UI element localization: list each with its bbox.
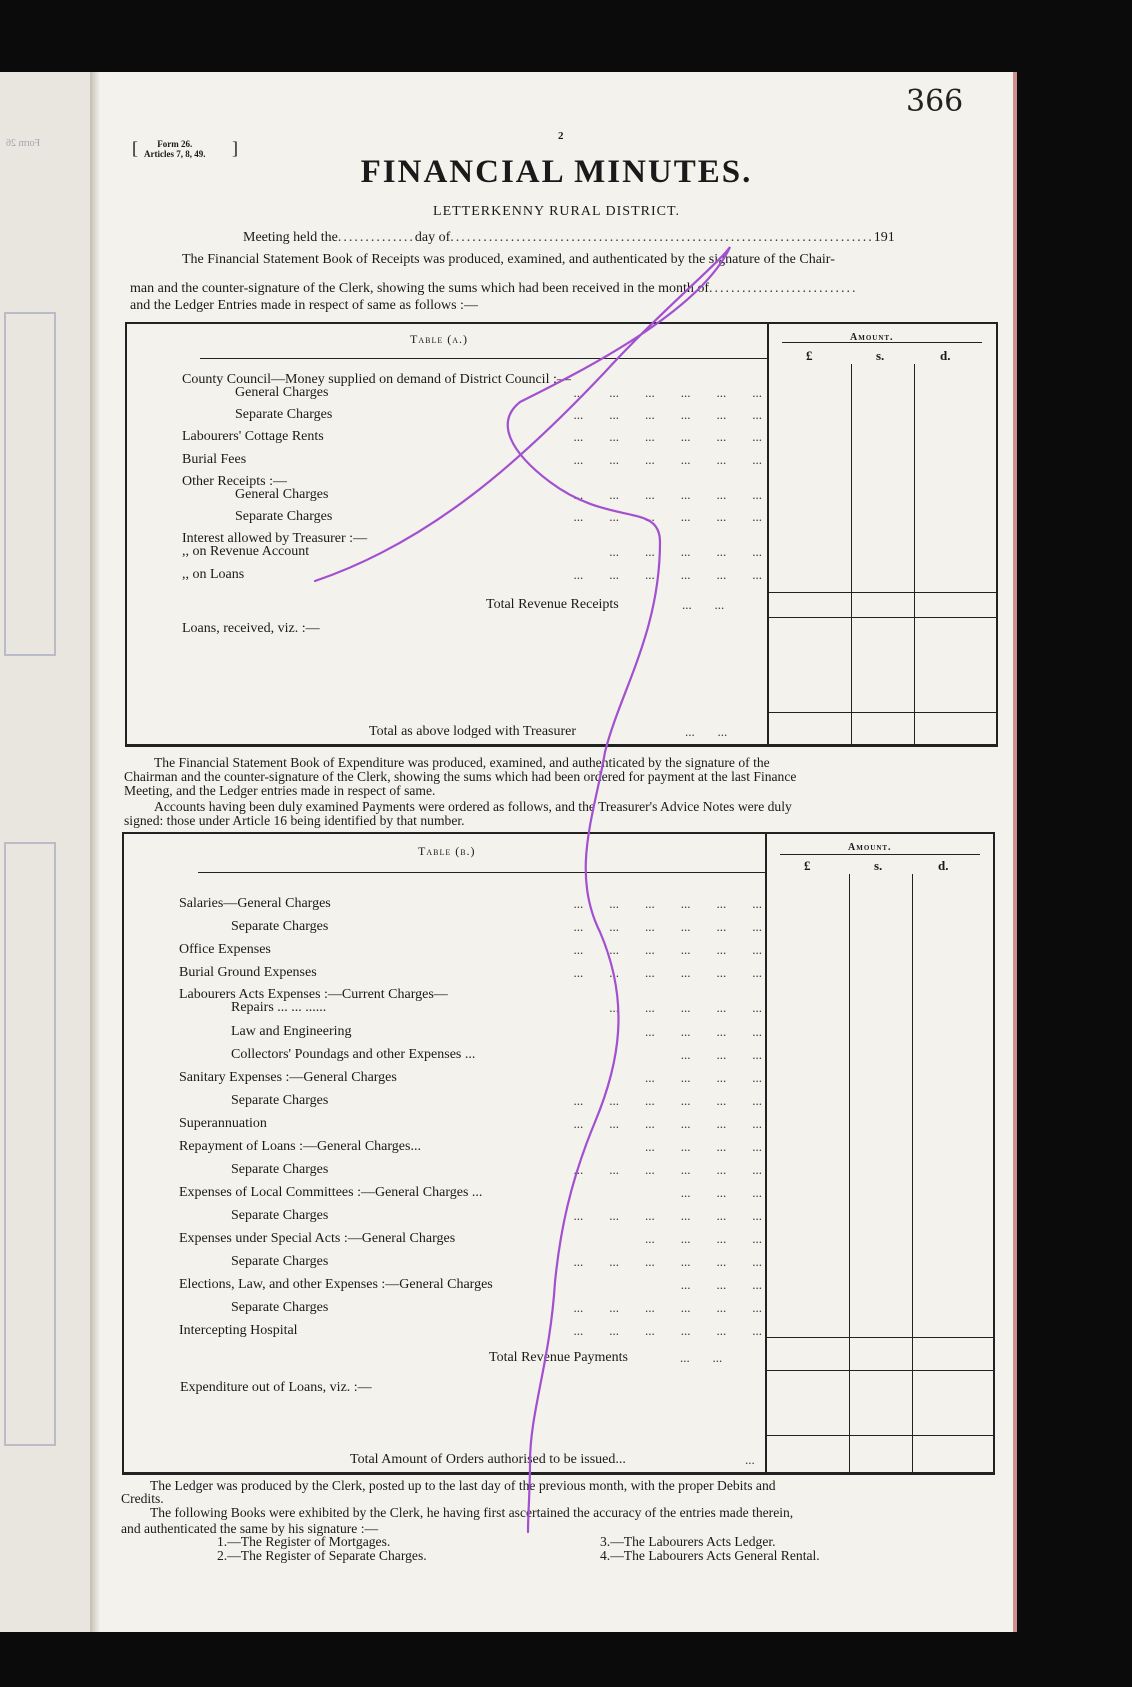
- row-leader-dots: ... ... ... ... ... ...: [573, 896, 762, 911]
- row-leader-dots: ... ... ... ... ... ...: [573, 429, 762, 444]
- expenditure-intro-line-5: signed: those under Article 16 being identified by that number.: [124, 813, 465, 828]
- receipts-intro-line-1: The Financial Statement Book of Receipts was produced, examined, and authenticated by the signature of the Chair-: [182, 252, 835, 267]
- row-label: Salaries—General Charges: [179, 896, 331, 911]
- row-label: Law and Engineering: [231, 1024, 352, 1039]
- meeting-year: 191: [873, 230, 895, 245]
- pounds-symbol: £: [806, 348, 813, 363]
- closing-line-3: The following Books were exhibited by the Clerk, he having first ascertained the accuracy of the entries made therein,: [150, 1505, 794, 1520]
- row-leader-dots: ... ... ... ... ... ...: [573, 1093, 762, 1108]
- row-leader-dots: ... ... ...: [680, 1047, 762, 1062]
- row-leader-dots: ... ... ... ... ... ...: [573, 487, 762, 502]
- book-item-4: 4.—The Labourers Acts General Rental.: [600, 1548, 820, 1563]
- row-label: Separate Charges: [231, 1254, 329, 1269]
- table-a-amount-label: Amount.: [850, 332, 894, 343]
- receipts-intro-line-3: and the Ledger Entries made in respect of same as follows :—: [130, 298, 478, 313]
- row-label: General Charges: [235, 385, 329, 400]
- show-through-frame: [4, 312, 56, 656]
- row-leader-dots: ... ... ... ... ... ...: [573, 1116, 762, 1131]
- total-lodged-with-treasurer: Total as above lodged with Treasurer: [369, 724, 577, 739]
- row-leader-dots: ... ... ... ... ... ...: [573, 385, 762, 400]
- row-label: Separate Charges: [235, 407, 333, 422]
- row-leader-dots: ... ... ... ...: [645, 1231, 762, 1246]
- row-label: Separate Charges: [231, 1162, 329, 1177]
- row-leader-dots: ... ... ... ...: [645, 1024, 762, 1039]
- row-leader-dots: ... ... ... ... ... ...: [573, 1208, 762, 1223]
- pounds-symbol: £: [804, 858, 811, 873]
- row-leader-dots: ... ... ... ... ... ...: [573, 1300, 762, 1315]
- row-label: County Council—Money supplied on demand of District Council :—: [182, 372, 571, 387]
- row-leader-dots: ... ... ...: [680, 1185, 762, 1200]
- row-leader-dots: ... ... ... ... ... ...: [573, 407, 762, 422]
- row-leader-dots: ... ... ... ... ...: [609, 1000, 762, 1015]
- row-label: Superannuation: [179, 1116, 267, 1131]
- row-label: Labourers Acts Expenses :—Current Charges—: [179, 987, 448, 1002]
- pencil-cancellation-mark: [100, 72, 1013, 1632]
- total-dots: ... ...: [682, 597, 725, 612]
- row-label: Interest allowed by Treasurer :—: [182, 531, 368, 546]
- row-label: Separate Charges: [231, 919, 329, 934]
- row-label: Separate Charges: [231, 1208, 329, 1223]
- row-label: Repayment of Loans :—General Charges...: [179, 1139, 421, 1154]
- row-leader-dots: ... ... ... ... ... ...: [573, 919, 762, 934]
- document-title: FINANCIAL MINUTES.: [360, 154, 753, 190]
- closing-line-2: Credits.: [121, 1491, 164, 1506]
- row-leader-dots: ... ... ... ...: [645, 1139, 762, 1154]
- receipts-intro-line-2: man and the counter-signature of the Clerk, showing the sums which had been received in the month of...........................: [130, 281, 858, 296]
- district-name: LETTERKENNY RURAL DISTRICT.: [433, 204, 680, 219]
- page-number: 366: [906, 84, 964, 119]
- row-leader-dots: ... ... ... ... ... ...: [573, 1162, 762, 1177]
- total-revenue-receipts: Total Revenue Receipts: [486, 597, 619, 612]
- row-label: ,, on Loans: [182, 567, 245, 582]
- expenditure-intro-line-1: The Financial Statement Book of Expenditure was produced, examined, and authenticated by the signature of the: [154, 755, 770, 770]
- row-label: Intercepting Hospital: [179, 1323, 298, 1338]
- total-dots: ...: [745, 1452, 755, 1467]
- row-label: Elections, Law, and other Expenses :—General Charges: [179, 1277, 493, 1292]
- page-gutter: [92, 72, 100, 1632]
- table-b-title: Table (b.): [418, 844, 476, 858]
- total-orders-authorised: Total Amount of Orders authorised to be issued...: [350, 1452, 626, 1467]
- book-item-2: 2.—The Register of Separate Charges.: [217, 1548, 427, 1563]
- expenditure-intro-line-3: Meeting, and the Ledger entries made in respect of same.: [124, 783, 436, 798]
- row-leader-dots: ... ... ... ... ... ...: [573, 1323, 762, 1338]
- form-number: Form 26.: [157, 139, 193, 149]
- row-label: ,, on Revenue Account: [182, 544, 310, 559]
- row-label: Expenses under Special Acts :—General Charges: [179, 1231, 456, 1246]
- book-item-3: 3.—The Labourers Acts Ledger.: [600, 1534, 776, 1549]
- row-label: Expenses of Local Committees :—General Charges ...: [179, 1185, 483, 1200]
- row-label: General Charges: [235, 487, 329, 502]
- row-leader-dots: ... ... ... ... ... ...: [573, 452, 762, 467]
- row-label: Burial Fees: [182, 452, 247, 467]
- row-label: Separate Charges: [231, 1093, 329, 1108]
- total-dots: ... ...: [685, 724, 728, 739]
- row-label: Office Expenses: [179, 942, 271, 957]
- table-b-amount-label: Amount.: [848, 842, 892, 853]
- row-label: Separate Charges: [231, 1300, 329, 1315]
- row-leader-dots: ... ... ... ... ... ...: [573, 1254, 762, 1269]
- bracket-right: ]: [232, 138, 238, 158]
- expenditure-intro-line-4: Accounts having been duly examined Payments were ordered as follows, and the Treasurer's Advice Notes were duly: [154, 799, 792, 814]
- row-label: Repairs ... ... ......: [231, 1000, 327, 1015]
- row-label: Sanitary Expenses :—General Charges: [179, 1070, 397, 1085]
- closing-line-4: and authenticated the same by his signature :—: [121, 1521, 379, 1536]
- row-leader-dots: ... ... ... ... ... ...: [573, 567, 762, 582]
- total-revenue-payments: Total Revenue Payments: [489, 1350, 628, 1365]
- pence-symbol: d.: [940, 348, 951, 363]
- shillings-symbol: s.: [876, 348, 885, 363]
- row-leader-dots: ... ... ... ... ... ...: [573, 965, 762, 980]
- meeting-day-of: day of: [414, 230, 451, 245]
- row-label: Separate Charges: [235, 509, 333, 524]
- bracket-left: [: [132, 138, 138, 158]
- expenditure-intro-line-2: Chairman and the counter-signature of the Clerk, showing the sums which had been ordered for payment at the last Finance: [124, 769, 797, 784]
- left-facing-page: [0, 72, 93, 1632]
- table-a-title: Table (a.): [410, 332, 468, 346]
- document-page: [100, 72, 1017, 1632]
- row-leader-dots: ... ... ... ... ... ...: [573, 509, 762, 524]
- total-dots: ... ...: [680, 1350, 723, 1365]
- row-leader-dots: ... ... ... ...: [645, 1070, 762, 1085]
- row-leader-dots: ... ... ... ... ... ...: [573, 942, 762, 957]
- row-label: Collectors' Poundags and other Expenses ...: [231, 1047, 476, 1062]
- book-item-1: 1.—The Register of Mortgages.: [217, 1534, 391, 1549]
- meeting-line: Meeting held the..............day of.............................................................................191: [243, 230, 895, 245]
- show-through-frame: [4, 842, 56, 1446]
- row-label: Burial Ground Expenses: [179, 965, 317, 980]
- meeting-prefix: Meeting held the: [243, 230, 338, 245]
- row-label: Other Receipts :—: [182, 474, 287, 489]
- shillings-symbol: s.: [874, 858, 883, 873]
- expenditure-out-of-loans: Expenditure out of Loans, viz. :—: [180, 1380, 372, 1395]
- row-leader-dots: ... ... ...: [680, 1277, 762, 1292]
- form-articles: Articles 7, 8, 49.: [144, 149, 206, 159]
- mirrored-text: Form 26: [6, 138, 41, 149]
- sheet-number: 2: [558, 130, 564, 142]
- row-leader-dots: ... ... ... ... ...: [609, 544, 762, 559]
- pence-symbol: d.: [938, 858, 949, 873]
- closing-line-1: The Ledger was produced by the Clerk, posted up to the last day of the previous month, with the proper Debits and: [150, 1478, 776, 1493]
- loans-received: Loans, received, viz. :—: [182, 621, 320, 636]
- row-label: Labourers' Cottage Rents: [182, 429, 324, 444]
